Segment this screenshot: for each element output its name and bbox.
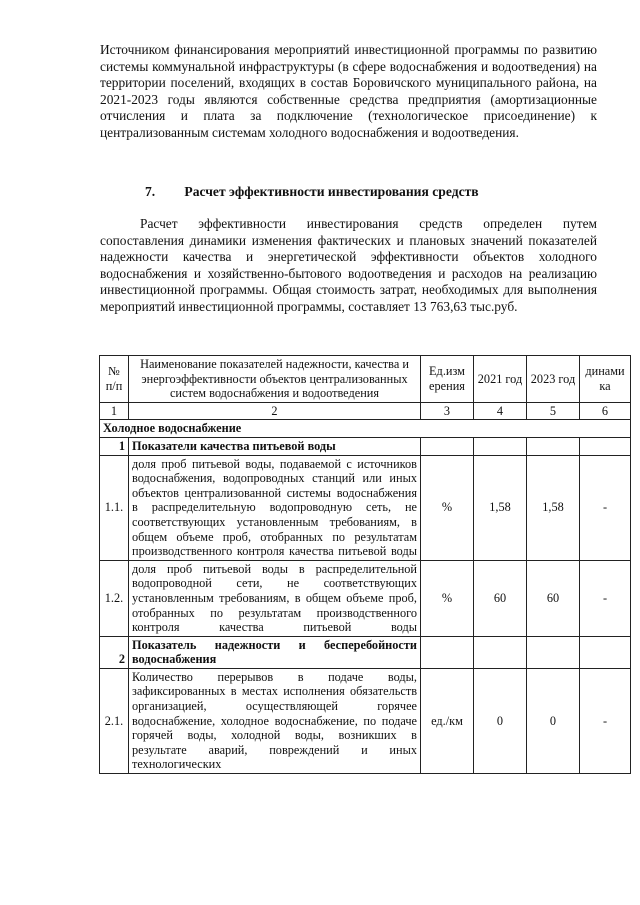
empty-cell [474,636,527,668]
row-indicator-text: доля проб питьевой воды в распределительной водопроводной сети, не соответствующих установленным требованиям, в общем объеме проб, отобранных по результатам производственного контроля качества питьевой воды [129,560,421,636]
subsection-title: Показатель надежности и бесперебойности водоснабжения [129,636,421,668]
empty-cell [527,437,580,455]
group-title: Холодное водоснабжение [100,420,631,438]
col-number-4: 4 [474,402,527,420]
header-name: Наименование показателей надежности, качества и энергоэффективности объектов централизованных систем водоснабжения и водоотведения [129,356,421,403]
table-header-row [100,356,631,403]
row-indicator-text: доля проб питьевой воды, подаваемой с источников водоснабжения, водопроводных станций или иных объектов централизованной системы водоснабжения в распределительную водопроводную сеть, не соответствующих установленным требованиям, в общем объеме проб, отобранных по результатам производственного контроля качества питьевой воды [129,455,421,560]
col-number-2: 2 [129,402,421,420]
section-number: 7. [145,184,156,199]
row-dynamics: - [580,668,631,773]
row-unit: ед./км [421,668,474,773]
empty-cell [474,437,527,455]
col-number-1: 1 [100,402,129,420]
row-value-2021: 0 [474,668,527,773]
subsection-row-2 [100,636,631,668]
header-2021: 2021 год [474,356,527,403]
row-indicator-text: Количество перерывов в подаче воды, зафиксированных в местах исполнения обязательств организацией, осуществляющей горячее водоснабжение, холодное водоснабжение, по подаче горячей воды, холодной воды, возникших в результате аварий, повреждений и иных технологических [129,668,421,773]
row-number: 1.2. [100,560,129,636]
empty-cell [421,437,474,455]
row-value-2023: 0 [527,668,580,773]
section-heading [145,184,479,200]
table-row [100,455,631,560]
row-value-2021: 1,58 [474,455,527,560]
header-unit: Ед.изм ерения [421,356,474,403]
empty-cell [527,636,580,668]
table-row [100,668,631,773]
subsection-title: Показатели качества питьевой воды [129,437,421,455]
section-title: Расчет эффективности инвестирования средств [184,184,479,199]
row-value-2023: 60 [527,560,580,636]
header-num: № п/п [100,356,129,403]
row-number: 1.1. [100,455,129,560]
header-dynamics: динами ка [580,356,631,403]
col-number-6: 6 [580,402,631,420]
col-number-5: 5 [527,402,580,420]
group-row [100,420,631,438]
subsection-number: 1 [100,437,129,455]
intro-paragraph: Источником финансирования мероприятий инвестиционной программы по развитию системы коммунальной инфраструктуры (в сфере водоснабжения и водоотведения) на территории поселений, входящих в состав Боровичского муниципального района, на 2021-2023 годы являются собственные средства предприятия (амортизационные отчисления и плата за подключение (технологическое присоединение) к централизованным системам холодного водоснабжения и водоотведения. [100,42,597,140]
indicators-table [99,355,631,774]
row-unit: % [421,455,474,560]
empty-cell [580,636,631,668]
row-value-2023: 1,58 [527,455,580,560]
column-number-row [100,402,631,420]
empty-cell [421,636,474,668]
row-dynamics: - [580,560,631,636]
body-paragraph: Расчет эффективности инвестирования средств определен путем сопоставления динамики изменения фактических и плановых значений показателей надежности качества и энергетической эффективности объектов холодного водоснабжения и хозяйственно-бытового водоотведения и расходов на реализацию инвестиционной программы. Общая стоимость затрат, необходимых для выполнения мероприятий инвестиционной программы, составляет 13 763,63 тыс.руб. [100,216,597,314]
subsection-row-1 [100,437,631,455]
table-row [100,560,631,636]
subsection-number: 2 [100,636,129,668]
empty-cell [580,437,631,455]
col-number-3: 3 [421,402,474,420]
header-2023: 2023 год [527,356,580,403]
row-number: 2.1. [100,668,129,773]
row-unit: % [421,560,474,636]
row-dynamics: - [580,455,631,560]
row-value-2021: 60 [474,560,527,636]
